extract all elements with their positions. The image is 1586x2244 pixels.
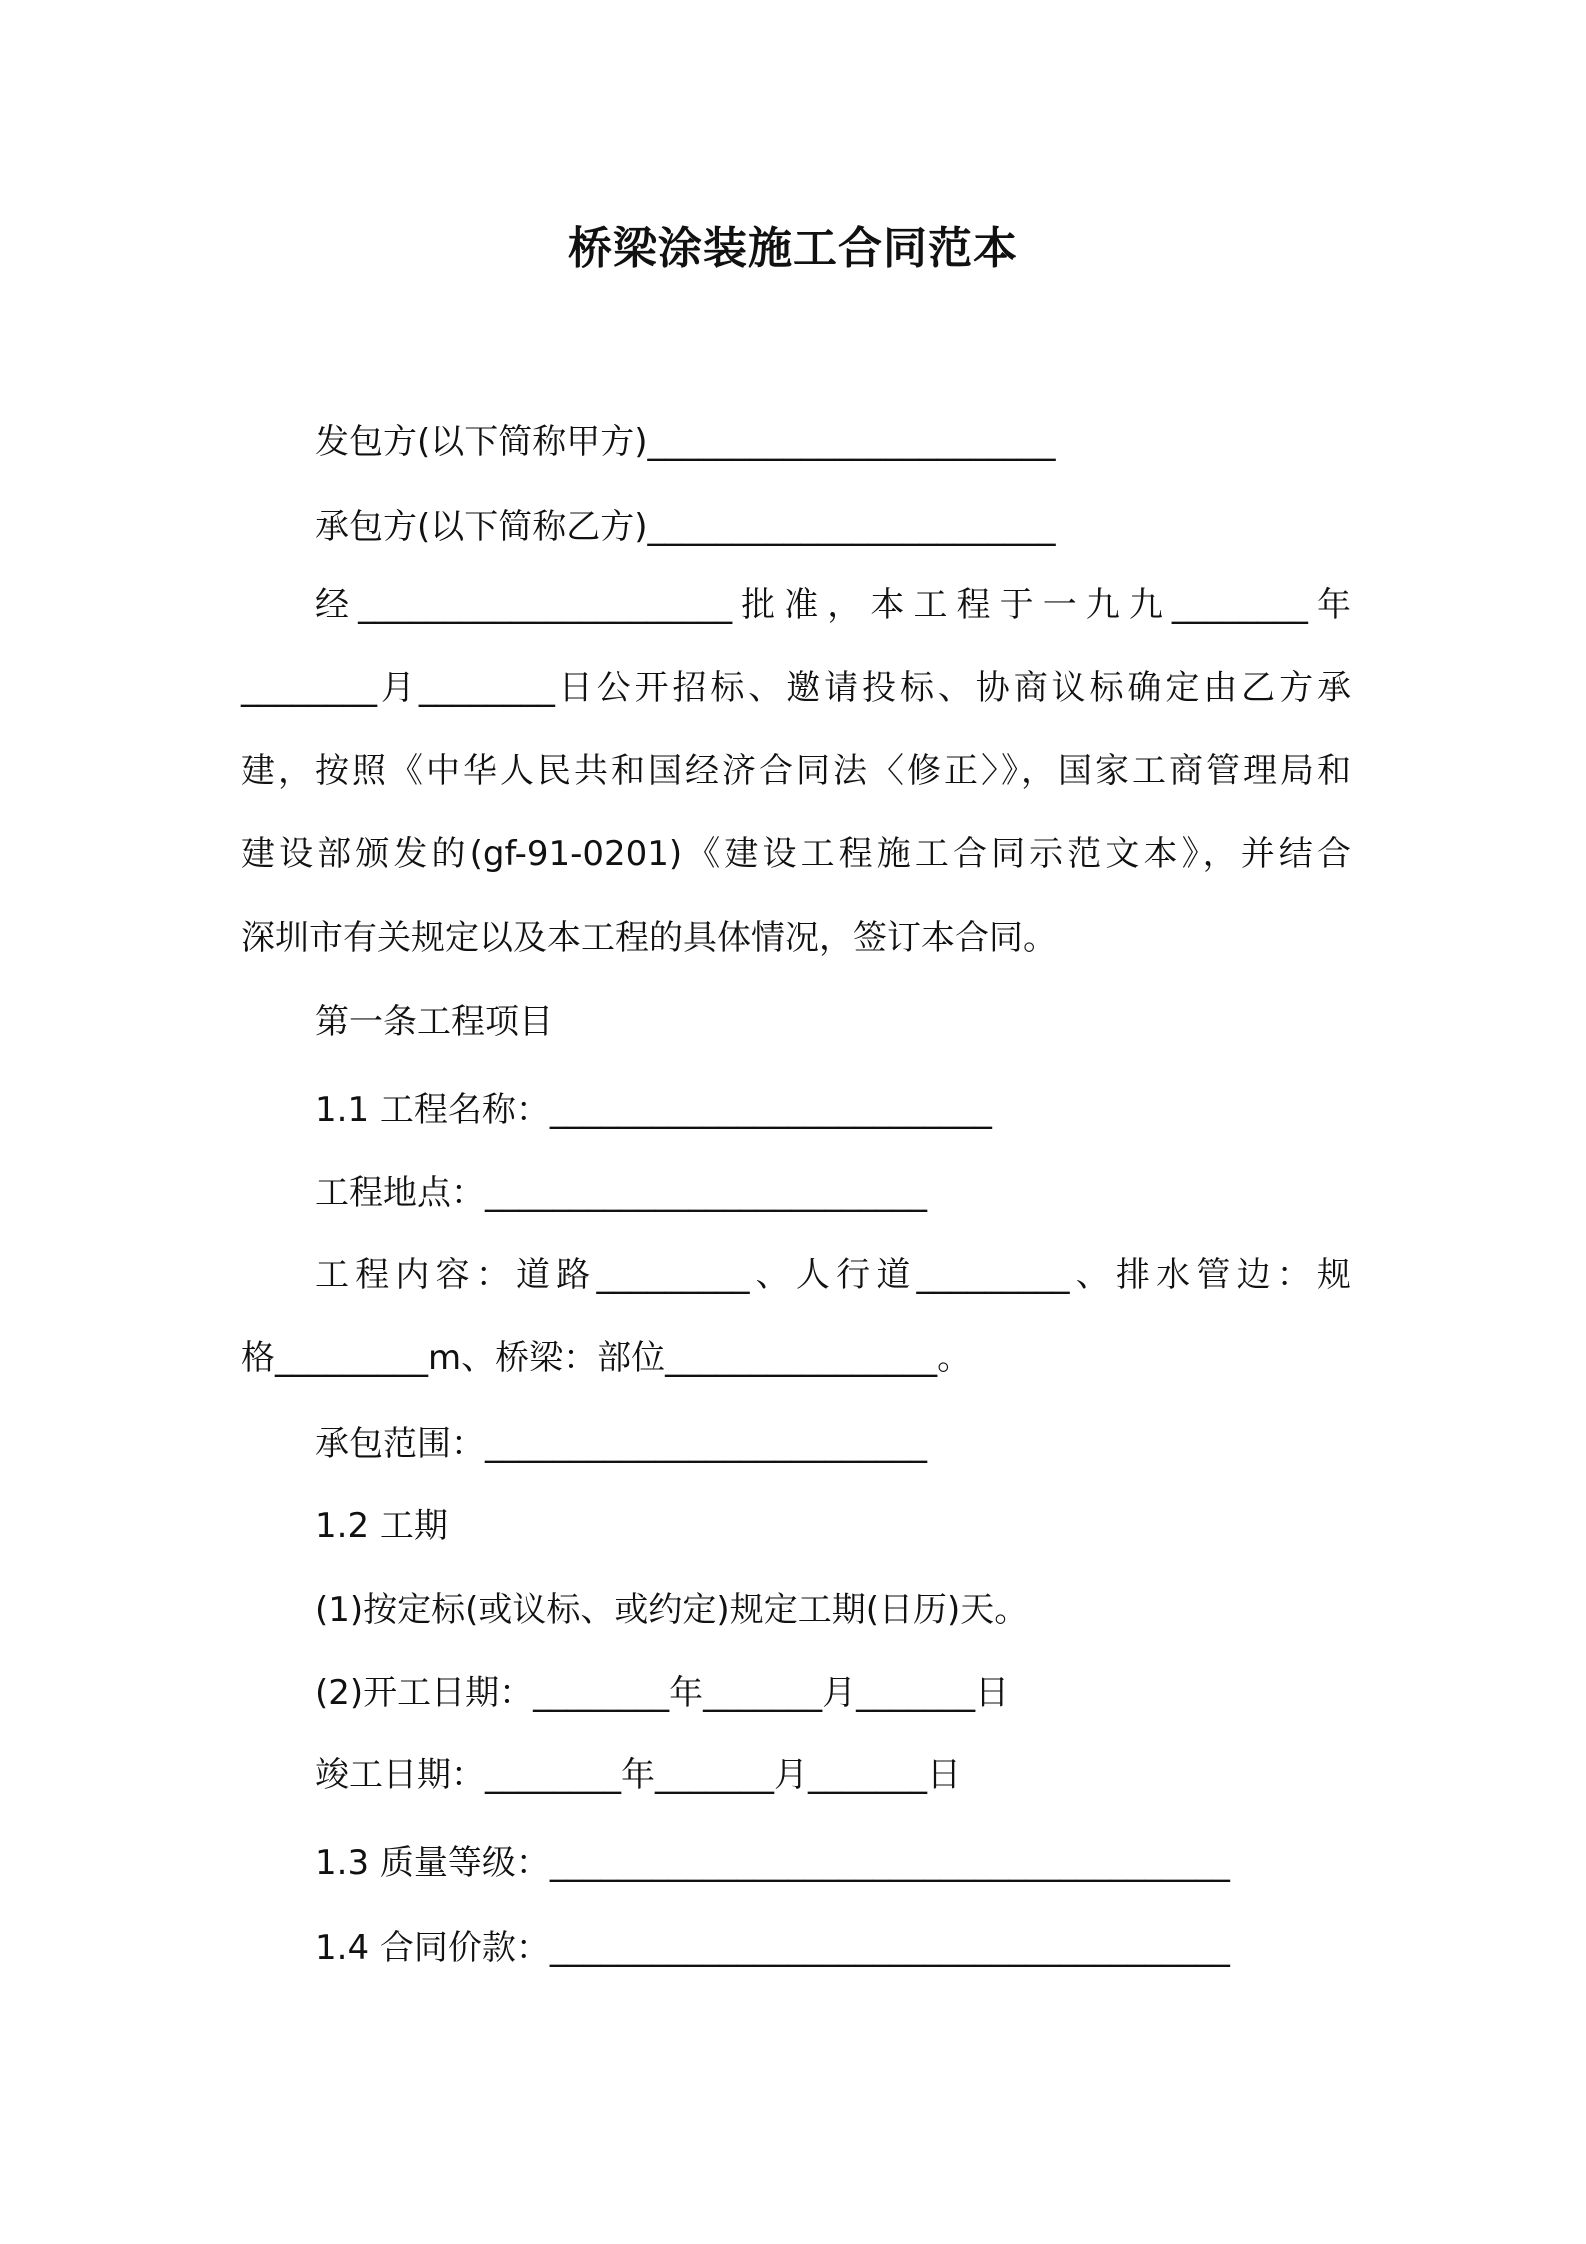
project-location-line: 工程地点：__________________________ xyxy=(315,1173,927,1213)
project-content-line-1: 工程内容：道路_________、人行道_________、排水管边：规 xyxy=(315,1255,1351,1295)
contract-scope-line: 承包范围：__________________________ xyxy=(315,1424,927,1464)
document-title: 桥梁涂装施工合同范本 xyxy=(568,223,1018,274)
section-1-2-heading: 1.2 工期 xyxy=(315,1506,448,1546)
quality-grade-line: 1.3 质量等级：________________________________________ xyxy=(315,1843,1230,1883)
section-1-heading: 第一条工程项目 xyxy=(315,1002,553,1042)
party-a-line: 发包方(以下简称甲方)________________________ xyxy=(315,422,1056,462)
preamble-line-3: 建，按照《中华人民共和国经济合同法〈修正〉》，国家工商管理局和 xyxy=(241,751,1351,791)
preamble-line-4: 建设部颁发的(gf-91-0201)《建设工程施工合同示范文本》，并结合 xyxy=(241,834,1351,874)
project-content-line-2: 格_________m、桥梁：部位________________。 xyxy=(241,1338,972,1378)
preamble-line-1: 经______________________批准，本工程于一九九________年 xyxy=(315,585,1351,625)
contract-price-line: 1.4 合同价款：________________________________________ xyxy=(315,1928,1230,1968)
preamble-line-5: 深圳市有关规定以及本工程的具体情况，签订本合同。 xyxy=(241,918,1057,958)
preamble-line-2: ________月________日公开招标、邀请投标、协商议标确定由乙方承 xyxy=(241,668,1351,708)
completion-date-line: 竣工日期：________年_______月_______日 xyxy=(315,1755,961,1795)
party-b-line: 承包方(以下简称乙方)________________________ xyxy=(315,507,1056,547)
start-date-line: (2)开工日期：________年_______月_______日 xyxy=(315,1673,1010,1713)
project-name-line: 1.1 工程名称：__________________________ xyxy=(315,1090,992,1130)
duration-line: (1)按定标(或议标、或约定)规定工期(日历)天。 xyxy=(315,1590,1029,1630)
